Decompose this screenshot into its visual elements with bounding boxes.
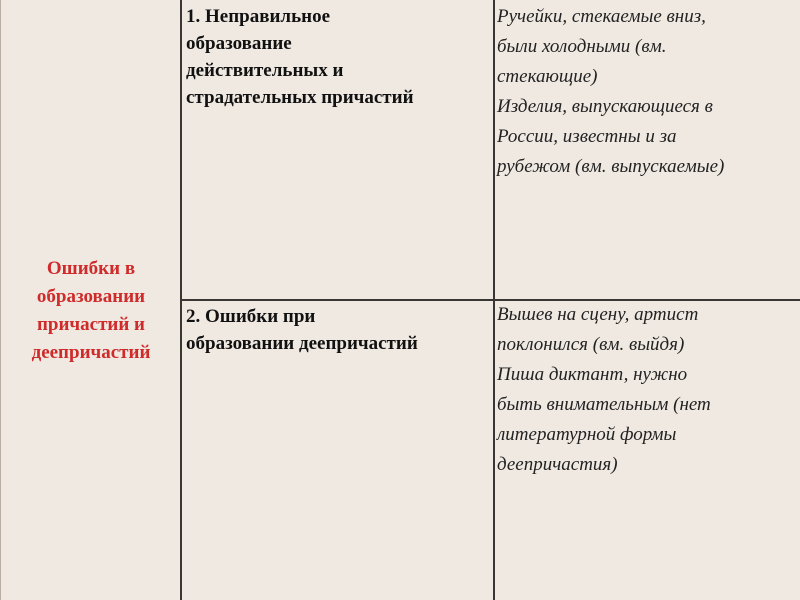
error-type-line: образование [186, 33, 292, 54]
example-line: стекающие) [497, 66, 598, 87]
error-type-line: действительных и [186, 60, 344, 81]
category-title [6, 255, 176, 367]
category-cell [2, 0, 180, 600]
example-line: быть внимательным (нет [497, 394, 711, 415]
example-line: России, известны и за [497, 126, 677, 147]
category-line: причастий и [36, 314, 146, 335]
category-line: Ошибки в [46, 258, 136, 279]
examples-2-cell [497, 300, 797, 480]
error-type-line: 1. Неправильное [186, 6, 331, 27]
error-type-line: образовании деепричастий [186, 333, 418, 354]
example-line: были холодными (вм. [497, 36, 667, 57]
example-line: поклонился (вм. выйдя) [497, 334, 685, 355]
example-line: рубежом (вм. выпускаемые) [497, 156, 725, 177]
example-line: деепричастия) [497, 454, 618, 475]
examples-1-cell [497, 2, 797, 182]
example-line: Пиша диктант, нужно [497, 364, 688, 385]
example-line: Ручейки, стекаемые вниз, [497, 6, 706, 27]
error-type-line: страдательных причастий [186, 87, 414, 108]
example-line: литературной формы [497, 424, 677, 445]
error-type-line: 2. Ошибки при [186, 306, 316, 327]
example-line: Изделия, выпускающиеся в [497, 96, 713, 117]
category-line: деепричастий [31, 342, 151, 363]
error-type-1-cell [186, 3, 486, 111]
example-line: Вышев на сцену, артист [497, 304, 699, 325]
category-line: образовании [36, 286, 146, 307]
table-left-border [0, 0, 1, 600]
error-type-2-cell [186, 303, 486, 357]
